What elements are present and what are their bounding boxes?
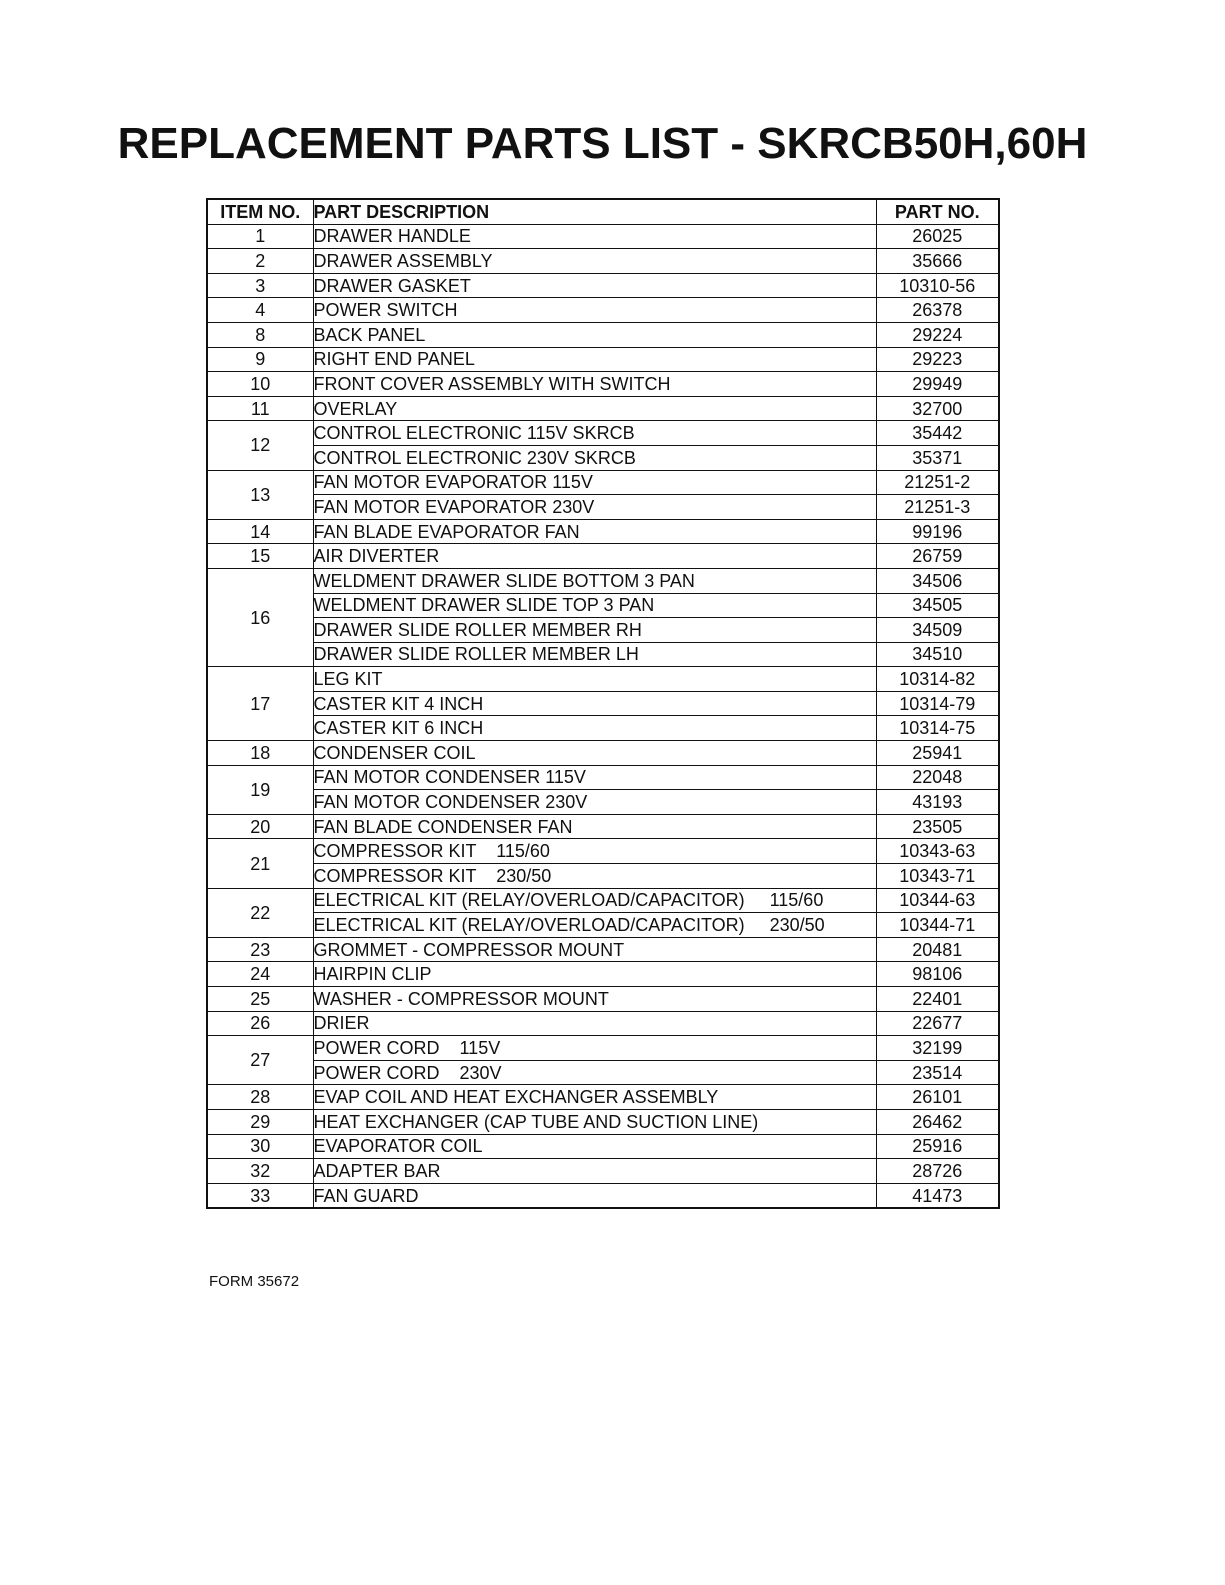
part-description: WASHER - COMPRESSOR MOUNT: [313, 987, 876, 1012]
table-row: [207, 618, 999, 643]
part-description: OVERLAY: [313, 396, 876, 421]
table-row: [207, 1036, 999, 1061]
table-row: [207, 1060, 999, 1085]
part-description: FAN BLADE EVAPORATOR FAN: [313, 519, 876, 544]
table-row: [207, 249, 999, 274]
table-row: [207, 1183, 999, 1208]
table-row: [207, 495, 999, 520]
form-number: FORM 35672: [209, 1273, 300, 1290]
item-number: 23: [207, 937, 313, 962]
item-number: 16: [207, 568, 313, 666]
part-description: EVAPORATOR COIL: [313, 1134, 876, 1159]
part-description: AIR DIVERTER: [313, 544, 876, 569]
part-number: 35666: [876, 249, 999, 274]
part-number: 10314-75: [876, 716, 999, 741]
item-number: 13: [207, 470, 313, 519]
part-number: 34506: [876, 568, 999, 593]
item-number: 33: [207, 1183, 313, 1208]
table-row: [207, 519, 999, 544]
part-number: 29949: [876, 372, 999, 397]
part-number: 43193: [876, 790, 999, 815]
part-description: RIGHT END PANEL: [313, 347, 876, 372]
item-number: 10: [207, 372, 313, 397]
table-row: [207, 765, 999, 790]
part-description: POWER CORD 115V: [313, 1036, 876, 1061]
part-description: HAIRPIN CLIP: [313, 962, 876, 987]
part-number: 25941: [876, 741, 999, 766]
table-row: [207, 716, 999, 741]
part-description: CASTER KIT 6 INCH: [313, 716, 876, 741]
table-row: [207, 445, 999, 470]
table-row: [207, 987, 999, 1012]
part-number: 32700: [876, 396, 999, 421]
table-row: [207, 937, 999, 962]
part-number: 10343-63: [876, 839, 999, 864]
part-number: 23505: [876, 814, 999, 839]
header-part-description: PART DESCRIPTION: [313, 199, 876, 224]
item-number: 32: [207, 1159, 313, 1184]
table-row: [207, 864, 999, 889]
part-number: 10314-79: [876, 691, 999, 716]
table-row: [207, 396, 999, 421]
header-part-no: PART NO.: [876, 199, 999, 224]
part-number: 34505: [876, 593, 999, 618]
part-description: ELECTRICAL KIT (RELAY/OVERLOAD/CAPACITOR) 230/50: [313, 913, 876, 938]
part-description: GROMMET - COMPRESSOR MOUNT: [313, 937, 876, 962]
part-number: 22048: [876, 765, 999, 790]
table-row: [207, 470, 999, 495]
part-number: 41473: [876, 1183, 999, 1208]
item-number: 22: [207, 888, 313, 937]
part-number: 26378: [876, 298, 999, 323]
part-description: FAN MOTOR CONDENSER 230V: [313, 790, 876, 815]
table-row: [207, 667, 999, 692]
item-number: 14: [207, 519, 313, 544]
item-number: 24: [207, 962, 313, 987]
part-description: DRAWER SLIDE ROLLER MEMBER LH: [313, 642, 876, 667]
part-description: DRAWER GASKET: [313, 273, 876, 298]
part-description: WELDMENT DRAWER SLIDE BOTTOM 3 PAN: [313, 568, 876, 593]
item-number: 27: [207, 1036, 313, 1085]
part-number: 10344-63: [876, 888, 999, 913]
part-number: 10310-56: [876, 273, 999, 298]
part-number: 20481: [876, 937, 999, 962]
part-description: ADAPTER BAR: [313, 1159, 876, 1184]
part-number: 21251-2: [876, 470, 999, 495]
part-number: 28726: [876, 1159, 999, 1184]
item-number: 26: [207, 1011, 313, 1036]
table-row: [207, 814, 999, 839]
item-number: 1: [207, 224, 313, 249]
part-description: CASTER KIT 4 INCH: [313, 691, 876, 716]
part-number: 34509: [876, 618, 999, 643]
part-description: CONTROL ELECTRONIC 230V SKRCB: [313, 445, 876, 470]
part-description: FAN MOTOR CONDENSER 115V: [313, 765, 876, 790]
table-row: [207, 568, 999, 593]
part-number: 22401: [876, 987, 999, 1012]
part-description: DRIER: [313, 1011, 876, 1036]
item-number: 12: [207, 421, 313, 470]
table-row: [207, 1011, 999, 1036]
part-number: 23514: [876, 1060, 999, 1085]
parts-table: [206, 198, 1000, 1209]
table-row: [207, 298, 999, 323]
part-number: 29224: [876, 322, 999, 347]
table-row: [207, 962, 999, 987]
part-description: COMPRESSOR KIT 115/60: [313, 839, 876, 864]
part-description: FAN GUARD: [313, 1183, 876, 1208]
part-description: POWER CORD 230V: [313, 1060, 876, 1085]
table-row: [207, 790, 999, 815]
part-description: POWER SWITCH: [313, 298, 876, 323]
parts-table-body: [207, 224, 999, 1208]
part-number: 10344-71: [876, 913, 999, 938]
part-number: 26025: [876, 224, 999, 249]
header-item-no: ITEM NO.: [207, 199, 313, 224]
part-description: CONTROL ELECTRONIC 115V SKRCB: [313, 421, 876, 446]
table-row: [207, 224, 999, 249]
table-header-row: [207, 199, 999, 224]
item-number: 18: [207, 741, 313, 766]
table-row: [207, 1159, 999, 1184]
table-row: [207, 1134, 999, 1159]
item-number: 15: [207, 544, 313, 569]
part-number: 29223: [876, 347, 999, 372]
table-row: [207, 1085, 999, 1110]
part-number: 99196: [876, 519, 999, 544]
table-row: [207, 691, 999, 716]
table-row: [207, 347, 999, 372]
item-number: 25: [207, 987, 313, 1012]
item-number: 4: [207, 298, 313, 323]
part-description: BACK PANEL: [313, 322, 876, 347]
item-number: 21: [207, 839, 313, 888]
part-description: HEAT EXCHANGER (CAP TUBE AND SUCTION LINE): [313, 1109, 876, 1134]
table-row: [207, 741, 999, 766]
page-title: REPLACEMENT PARTS LIST - SKRCB50H,60H: [117, 119, 1088, 168]
item-number: 9: [207, 347, 313, 372]
table-row: [207, 273, 999, 298]
item-number: 20: [207, 814, 313, 839]
part-number: 21251-3: [876, 495, 999, 520]
table-row: [207, 642, 999, 667]
part-number: 10314-82: [876, 667, 999, 692]
part-number: 35442: [876, 421, 999, 446]
table-row: [207, 421, 999, 446]
table-row: [207, 544, 999, 569]
item-number: 19: [207, 765, 313, 814]
item-number: 29: [207, 1109, 313, 1134]
item-number: 3: [207, 273, 313, 298]
part-number: 26759: [876, 544, 999, 569]
item-number: 30: [207, 1134, 313, 1159]
part-description: FAN BLADE CONDENSER FAN: [313, 814, 876, 839]
part-number: 98106: [876, 962, 999, 987]
table-row: [207, 913, 999, 938]
part-number: 25916: [876, 1134, 999, 1159]
part-description: FAN MOTOR EVAPORATOR 230V: [313, 495, 876, 520]
table-row: [207, 888, 999, 913]
part-description: DRAWER SLIDE ROLLER MEMBER RH: [313, 618, 876, 643]
item-number: 11: [207, 396, 313, 421]
part-number: 26462: [876, 1109, 999, 1134]
part-number: 10343-71: [876, 864, 999, 889]
part-description: CONDENSER COIL: [313, 741, 876, 766]
table-row: [207, 372, 999, 397]
part-description: LEG KIT: [313, 667, 876, 692]
part-description: COMPRESSOR KIT 230/50: [313, 864, 876, 889]
part-number: 32199: [876, 1036, 999, 1061]
part-description: EVAP COIL AND HEAT EXCHANGER ASSEMBLY: [313, 1085, 876, 1110]
part-description: FAN MOTOR EVAPORATOR 115V: [313, 470, 876, 495]
item-number: 28: [207, 1085, 313, 1110]
part-number: 22677: [876, 1011, 999, 1036]
item-number: 2: [207, 249, 313, 274]
item-number: 8: [207, 322, 313, 347]
part-description: WELDMENT DRAWER SLIDE TOP 3 PAN: [313, 593, 876, 618]
table-row: [207, 839, 999, 864]
part-description: ELECTRICAL KIT (RELAY/OVERLOAD/CAPACITOR) 115/60: [313, 888, 876, 913]
part-description: DRAWER HANDLE: [313, 224, 876, 249]
part-number: 34510: [876, 642, 999, 667]
item-number: 17: [207, 667, 313, 741]
part-number: 26101: [876, 1085, 999, 1110]
table-row: [207, 1109, 999, 1134]
table-row: [207, 593, 999, 618]
table-row: [207, 322, 999, 347]
part-number: 35371: [876, 445, 999, 470]
part-description: FRONT COVER ASSEMBLY WITH SWITCH: [313, 372, 876, 397]
part-description: DRAWER ASSEMBLY: [313, 249, 876, 274]
